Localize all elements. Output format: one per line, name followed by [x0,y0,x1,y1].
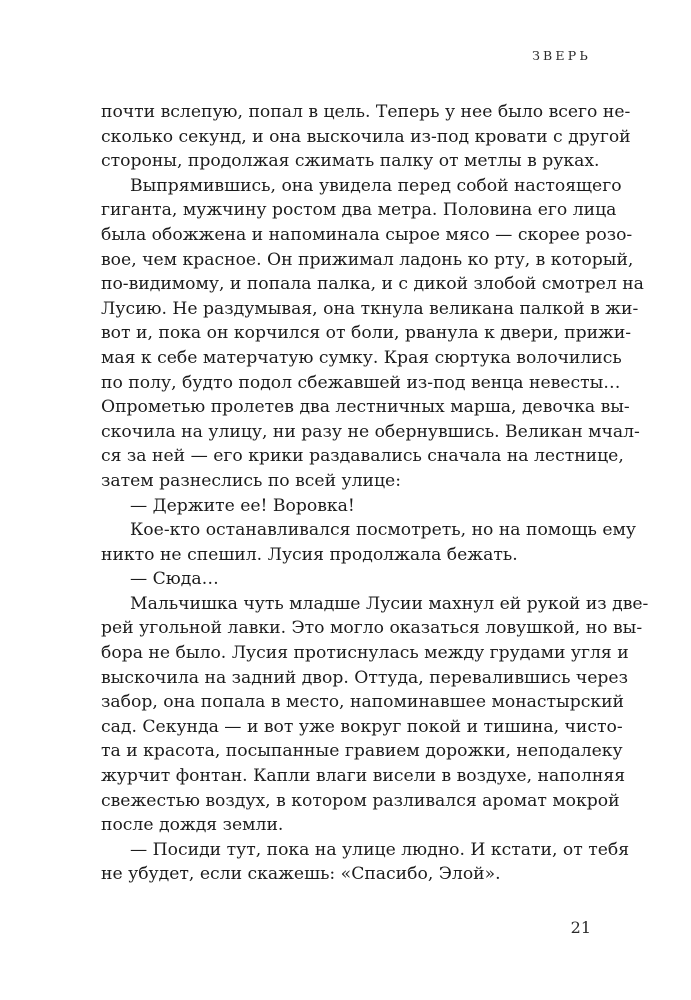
text-line: журчит фонтан. Капли влаги висели в воздухе, наполняя [101,766,626,787]
running-head-title: ЗВЕРЬ [532,48,591,63]
text-line: свежестью воздух, в котором разливался аромат мокрой [101,790,620,811]
text-line: Лусию. Не раздумывая, она ткнула великана палкой в жи- [101,298,639,319]
text-line: была обожжена и напоминала сырое мясо — скорее розо- [101,224,633,245]
text-line: почти вслепую, попал в цель. Теперь у нее было всего не- [101,102,631,122]
text-line: забор, она попала в место, напоминавшее монастырский [101,692,624,713]
text-line: — Держите ее! Воровка! [130,495,355,516]
text-line: Опрометью пролетев два лестничных марша, девочка вы- [101,397,630,418]
text-line: не убудет, если скажешь: «Спасибо, Элой». [101,864,501,885]
text-line: по полу, будто подол сбежавшей из-под венца невесты… [101,372,621,393]
text-line: та и красота, посыпанные гравием дорожки, неподалеку [101,741,623,762]
text-line: выскочила на задний двор. Оттуда, перевалившись через [101,667,628,688]
text-line: сад. Секунда — и вот уже вокруг покой и тишина, чисто- [101,716,623,737]
text-line: после дождя земли. [101,815,284,836]
text-line: Кое-кто останавливался посмотреть, но на помощь ему [130,520,636,541]
text-line: рей угольной лавки. Это могло оказаться ловушкой, но вы- [101,618,643,639]
text-line: затем разнеслись по всей улице: [101,470,401,491]
text-line: Выпрямившись, она увидела перед собой настоящего [130,175,622,196]
text-line: никто не спешил. Лусия продолжала бежать. [101,544,518,565]
text-line: сколько секунд, и она выскочила из-под кровати с другой [101,126,631,147]
text-line: Мальчишка чуть младше Лусии махнул ей рукой из две- [130,593,649,614]
text-line: по-видимому, и попала палка, и с дикой злобой смотрел на [101,274,644,295]
text-line: скочила на улицу, ни разу не обернувшись. Великан мчал- [101,421,640,442]
text-line: стороны, продолжая сжимать палку от метлы в руках. [101,151,600,172]
body-text [101,100,649,887]
text-line: — Посиди тут, пока на улице людно. И кстати, от тебя [130,839,630,860]
text-line: мая к себе матерчатую сумку. Края сюртука волочились [101,347,622,368]
text-line: вот и, пока он корчился от боли, рванула к двери, прижи- [101,323,632,344]
text-line: ся за ней — его крики раздавались сначала на лестнице, [101,446,624,467]
page-number: 21 [570,918,591,937]
text-line: гиганта, мужчину ростом два метра. Половина его лица [101,200,617,221]
text-line: бора не было. Лусия протиснулась между грудами угля и [101,643,629,664]
text-line: — Сюда… [130,569,219,590]
text-line: вое, чем красное. Он прижимал ладонь ко рту, в который, [101,249,634,270]
